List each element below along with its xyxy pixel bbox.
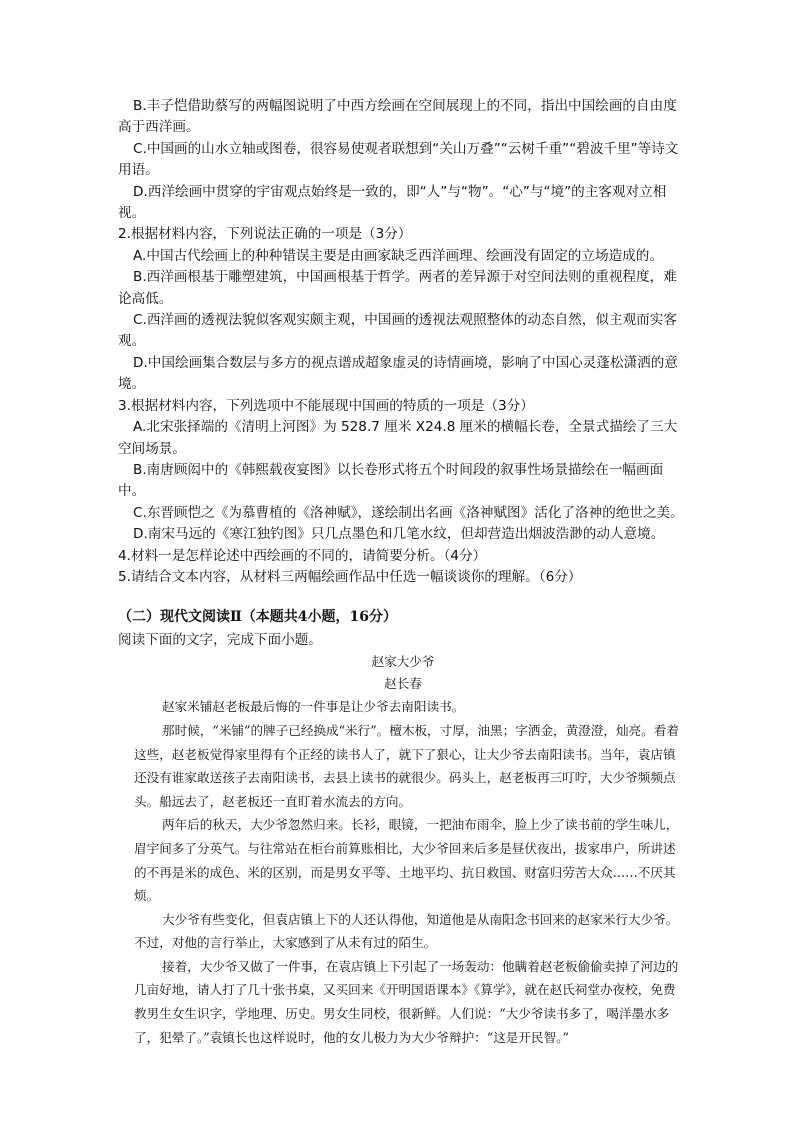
story-paragraph: 大少爷有些变化，但袁店镇上下的人还认得他，知道他是从南阳念书回来的赵家米行大少爷。不过，对他的言行举止，大家感到了从未有过的陌生。 xyxy=(134,911,679,951)
answer-option: C.东晋顾恺之《为慕曹植的《洛神赋》，遂绘制出名画《洛神赋图》活化了洛神的绝世之美。 xyxy=(133,504,684,521)
answer-option: D.南宋马远的《寒江独钓图》只几点墨色和几笔水纹，但却营造出烟波浩渺的动人意境。 xyxy=(133,526,665,543)
answer-option: A.中国古代绘画上的种种错误主要是由画家缺乏西洋画理、绘画没有固定的立场造成的。 xyxy=(133,247,663,264)
question-item: 3.根据材料内容，下列选项中不能展现中国画的特质的一项是（3分） xyxy=(118,397,534,414)
question-item: 4.材料一是怎样论述中西绘画的不同的，请简要分析。（4分） xyxy=(118,547,487,564)
question-section xyxy=(118,96,688,1049)
story-title: 赵家大少爷 xyxy=(371,654,435,670)
section-title: （二）现代文阅读Ⅱ（本题共4小题，16分） xyxy=(118,609,398,626)
story-paragraph: 两年后的秋天，大少爷忽然归来。长衫，眼镜，一把油布雨伞，脸上少了读书前的学生味儿，眉宇间多了分英气。与往常站在柜台前算账相比，大少爷回来后多是昼伏夜出，拔家串户，所讲述的不再是米的成色、米的区别，而是男女平等、土地平均、抗日救国、财富归劳苦大众……不厌其烦。 xyxy=(134,817,679,904)
story-paragraph: 接着，大少爷又做了一件事，在袁店镇上下引起了一场轰动：他瞒着赵老板偷偷卖掉了河边的几亩好地，请人打了几十张书桌，又买回来《开明国语课本》《算学》，就在赵氏祠堂办夜校，免费教男生女生识字，学地理、历史。男女生同校，很新鲜。人们说：“大少爷读书多了，喝洋墨水多了，犯晕了。”袁镇长也这样说时，他的女儿极力为大少爷辩护：“这是开民智。” xyxy=(134,958,679,1045)
story-author: 赵长春 xyxy=(384,676,422,692)
question-item: 5.请结合文本内容，从材料三两幅绘画作品中任选一幅谈谈你的理解。（6分） xyxy=(118,568,582,585)
reading-instruction: 阅读下面的文字，完成下面小题。 xyxy=(118,632,322,649)
answer-option: B.丰子恺借助蔡写的两幅图说明了中西方绘画在空间展现上的不同，指出中国绘画的自由度高于西洋画。 xyxy=(118,98,677,136)
answer-option: C.中国画的山水立轴或图卷，很容易使观者联想到“关山万叠”“云树千重”“碧波千里”等诗文用语。 xyxy=(118,140,679,179)
story-body xyxy=(118,695,688,1049)
answer-option: D.中国绘画集合数层与多方的视点谱成超象虚灵的诗情画境，影响了中国心灵蓬松潇洒的意境。 xyxy=(118,354,678,393)
question-lines xyxy=(118,96,688,588)
story-paragraph: 赵家米铺赵老板最后悔的一件事是让少爷去南阳读书。 xyxy=(162,699,465,715)
answer-option: D.西洋绘画中贯穿的宇宙观点始终是一致的，即“人”与“物”。“心”与“境”的主客观对立相视。 xyxy=(118,183,667,222)
question-item: 2.根据材料内容，下列说法正确的一项是（3分） xyxy=(118,226,412,243)
answer-option: B.西洋画根基于雕塑建筑，中国画根基于哲学。两者的差异源于对空间法则的重视程度，难论高低。 xyxy=(118,269,677,307)
story-paragraph: 那时候，“米铺”的牌子已经换成“米行”。檀木板，寸厚，油黑；字洒金，黄澄澄，灿亮。看着这些，赵老板觉得家里得有个正经的读书人了，就下了狠心，让大少爷去南阳读书。当年，袁店镇还没有谁家敢送孩子去南阳读书，去县上读书的就很少。码头上，赵老板再三叮咛，大少爷频频点头。船远去了，赵老板还一直盯着水流去的方向。 xyxy=(134,722,679,809)
answer-option: C.西洋画的透视法貌似客观实颇主观，中国画的透视法观照整体的动态自然，似主观而实客观。 xyxy=(118,312,677,350)
story xyxy=(118,651,688,1049)
answer-option: B.南唐顾闳中的《韩熙载夜宴图》以长卷形式将五个时间段的叙事性场景描绘在一幅画面中。 xyxy=(118,461,664,500)
answer-option: A.北宋张择端的《清明上河图》为 528.7 厘米 X24.8 厘米的横幅长卷，全景式描绘了三大空间场景。 xyxy=(118,419,678,457)
